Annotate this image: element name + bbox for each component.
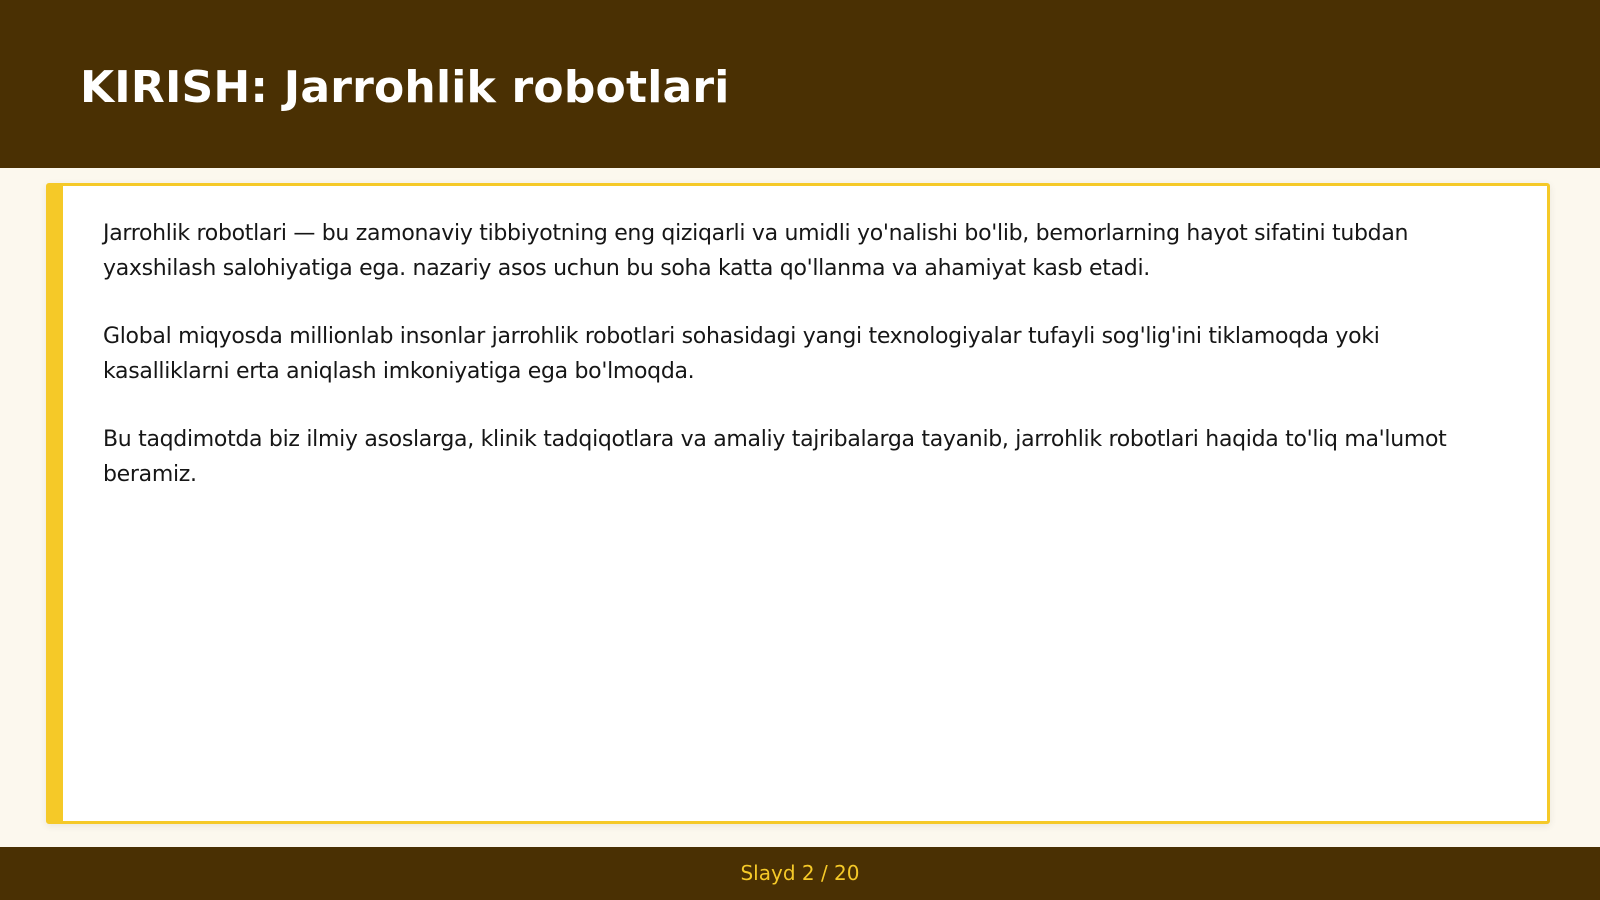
content-body <box>103 216 1503 525</box>
paragraph-intro: Jarrohlik robotlari — bu zamonaviy tibbiyotning eng qiziqarli va umidli yo'nalishi bo'lib, bemorlarning hayot sifatini tubdan yaxshilash salohiyatiga ega. nazariy asos uchun bu soha katta qo'llanma va ahamiyat kasb etadi. <box>103 221 1409 281</box>
paragraph-global: Global miqyosda millionlab insonlar jarrohlik robotlari sohasidagi yangi texnologiyalar tufayli sog'lig'ini tiklamoqda yoki kasalliklarni erta aniqlash imkoniyatiga ega bo'lmoqda. <box>103 324 1380 384</box>
slide-header <box>0 0 1600 168</box>
slide-counter: Slayd 2 / 20 <box>740 861 860 885</box>
paragraph-presentation: Bu taqdimotda biz ilmiy asoslarga, klinik tadqiqotlara va amaliy tajribalarga tayanib, jarrohlik robotlari haqida to'liq ma'lumot beramiz. <box>103 427 1447 487</box>
slide-title: KIRISH: Jarrohlik robotlari <box>80 62 730 113</box>
slide-footer <box>0 847 1600 900</box>
content-card <box>46 183 1550 824</box>
